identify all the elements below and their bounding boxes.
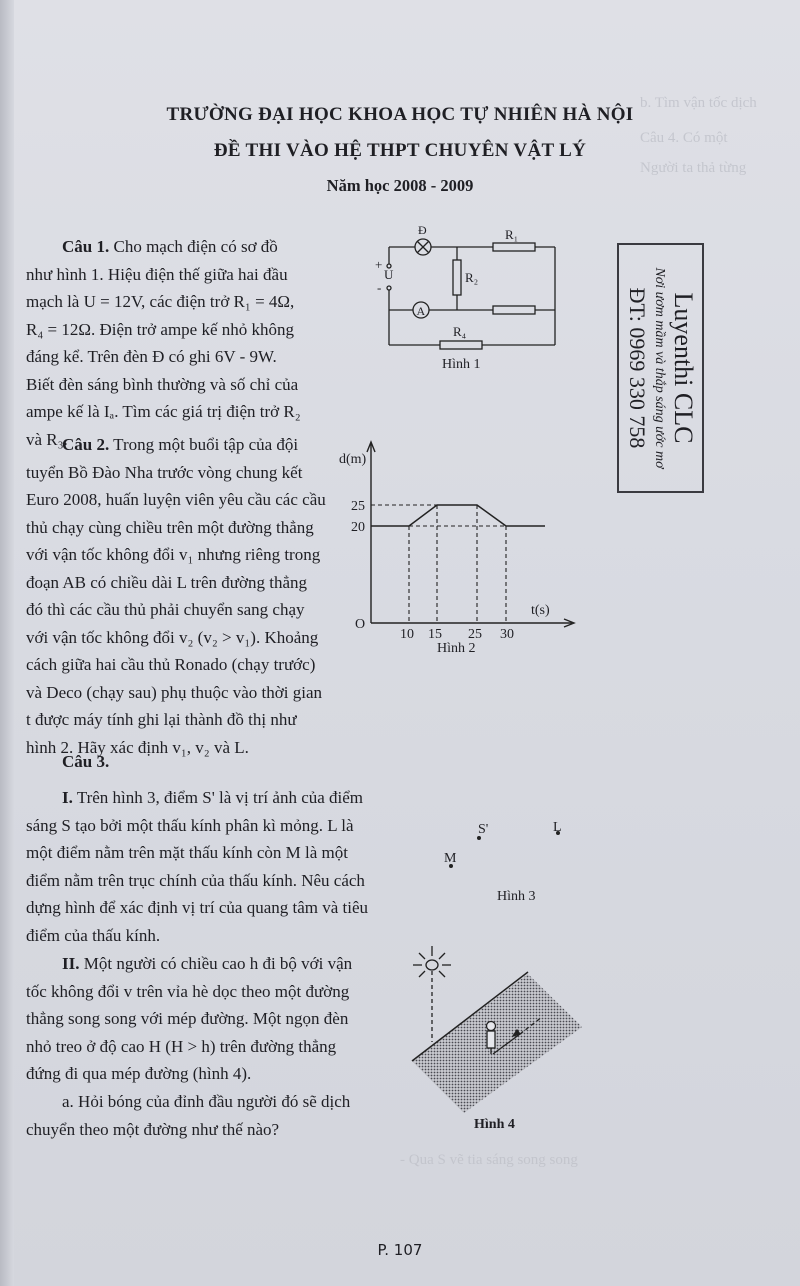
point-s-prime: S' [478, 822, 489, 837]
figure-2-caption: Hình 2 [437, 641, 476, 656]
text-line: đó thì các cầu thủ phải chuyển sang chạy [26, 600, 305, 619]
origin-label: O [355, 617, 366, 632]
text-line: hình 2. Hãy xác định v₁, v₂ và L. [26, 737, 249, 757]
text-line: tuyển Bồ Đào Nha trước vòng chung kết [26, 462, 303, 482]
y-tick-20: 20 [351, 520, 365, 535]
ammeter-icon: A [416, 304, 426, 318]
r2-label: R₂ [465, 270, 479, 285]
stamp-name: Luyenthi CLC [668, 292, 698, 444]
text-line: và R₃. [26, 429, 68, 449]
text-line: t được máy tính ghi lại thành đồ thị như [26, 710, 297, 729]
bleed-through-text: - Qua S vẽ tia sáng song song [400, 1152, 578, 1168]
text-line: như hình 1. Hiệu điện thế giữa hai đầu [26, 264, 288, 284]
text-line: với vận tốc không đổi v₁ nhưng riêng trong [26, 545, 321, 564]
question-label: Câu 1. [62, 237, 110, 256]
part-label: II. [62, 954, 80, 973]
x-tick-25: 25 [468, 627, 482, 642]
figure-4-caption: Hình 4 [474, 1117, 515, 1132]
question-1 [26, 233, 326, 453]
minus-terminal-label: - [377, 280, 382, 295]
text-line: điểm nằm trên trục chính của thấu kính. Nêu cách [26, 870, 365, 890]
text-line: Trong một buổi tập của đội [109, 435, 299, 454]
question-3-part-1 [26, 784, 388, 949]
figure-1-caption: Hình 1 [442, 357, 481, 372]
bleed-through-text: Câu 4. Có một [640, 130, 728, 146]
plus-terminal-label: + [375, 257, 383, 272]
r1-label: R₁ [505, 227, 519, 242]
text-line: mạch là U = 12V, các điện trở R₁ = 4Ω, [26, 292, 295, 311]
figure-3-caption: Hình 3 [497, 889, 536, 904]
y-tick-25: 25 [351, 499, 365, 514]
lens-points-figure-3 [440, 815, 600, 875]
distance-time-graph-figure-2 [340, 430, 580, 655]
x-tick-10: 10 [400, 627, 414, 642]
point-m: M [444, 851, 457, 866]
text-line: sáng S tạo bởi một thấu kính phân kì mỏng. L là [26, 815, 354, 835]
voltage-label: U [384, 267, 394, 282]
x-tick-30: 30 [500, 627, 514, 642]
point-l: L [553, 820, 562, 835]
question-label: Câu 2. [62, 435, 110, 454]
part-label: I. [62, 788, 73, 807]
bleed-through-text: Người ta thả từng [640, 160, 747, 176]
text-line: đứng đi qua mép đường (hình 4). [26, 1064, 252, 1083]
text-line: Trên hình 3, điểm S' là vị trí ảnh của điểm [72, 788, 364, 807]
page-number: P. 107 [377, 1241, 423, 1259]
text-line: R₄ = 12Ω. Điện trở ampe kế nhỏ không [26, 319, 295, 339]
text-line: nhỏ treo ở độ cao H (H > h) trên đường thẳng [26, 1036, 337, 1056]
text-line: Một người có chiều cao h đi bộ với vận [79, 954, 353, 973]
text-line: chuyển theo một đường như thế nào? [26, 1119, 280, 1139]
text-line: dựng hình để xác định vị trí của quang tâm và tiêu [26, 898, 369, 917]
exam-title: ĐỀ THI VÀO HỆ THPT CHUYÊN VẬT LÝ [213, 140, 587, 161]
text-line: cách giữa hai cầu thủ Ronado (chạy trước) [26, 655, 316, 674]
lamp-label: Đ [418, 223, 427, 237]
x-tick-15: 15 [428, 627, 442, 642]
bleed-through-text: b. Tìm vận tốc dịch [640, 95, 757, 111]
street-lamp-figure-4 [400, 930, 600, 1130]
text-line: đáng kể. Trên đèn Đ có ghi 6V - 9W. [26, 347, 277, 366]
text-line: a. Hỏi bóng của đỉnh đầu người đó sẽ dịch [62, 1092, 351, 1111]
text-line: với vận tốc không đổi v₂ (v₂ > v₁). Khoảng [26, 627, 319, 647]
university-title: TRƯỜNG ĐẠI HỌC KHOA HỌC TỰ NHIÊN HÀ NỘI [166, 104, 634, 125]
question-3-part-2a [26, 1088, 416, 1143]
stamp-phone: ĐT: 0969 330 758 [624, 287, 650, 449]
text-line: điểm của thấu kính. [26, 925, 161, 945]
distance-curve [371, 505, 545, 526]
text-line: và Deco (chạy sau) phụ thuộc vào thời gian [26, 682, 323, 702]
y-axis-label: d(m) [339, 452, 367, 467]
stamp-slogan: Nơi ươm mầm và thắp sáng ước mơ [651, 267, 667, 469]
lamp-icon [413, 946, 451, 1042]
x-axis-label: t(s) [531, 603, 550, 618]
text-line: thủ chạy cùng chiều trên một đường thẳng [26, 517, 314, 537]
text-line: đoạn AB có chiều dài L trên đường thẳng [26, 572, 308, 592]
text-line: thẳng song song với mép đường. Một ngọn đèn [26, 1009, 349, 1028]
publisher-stamp [617, 243, 704, 493]
text-line: ampe kế là Iₐ. Tìm các giá trị điện trở R₂ [26, 402, 301, 421]
text-line: Cho mạch điện có sơ đồ [109, 237, 278, 256]
text-line: Euro 2008, huấn luyện viên yêu cầu các cầu [26, 490, 326, 509]
question-2 [26, 431, 356, 761]
text-line: tốc không đổi v trên vỉa hè dọc theo một đường [26, 981, 350, 1001]
question-3-part-2 [26, 950, 391, 1088]
question-3-label: Câu 3. [62, 752, 110, 771]
text-line: Biết đèn sáng bình thường và số chỉ của [26, 374, 299, 394]
r4-label: R₄ [453, 324, 467, 339]
school-year: Năm học 2008 - 2009 [326, 176, 474, 195]
text-line: một điểm nằm trên mặt thấu kính còn M là một [26, 843, 348, 862]
circuit-diagram-figure-1 [360, 215, 570, 355]
